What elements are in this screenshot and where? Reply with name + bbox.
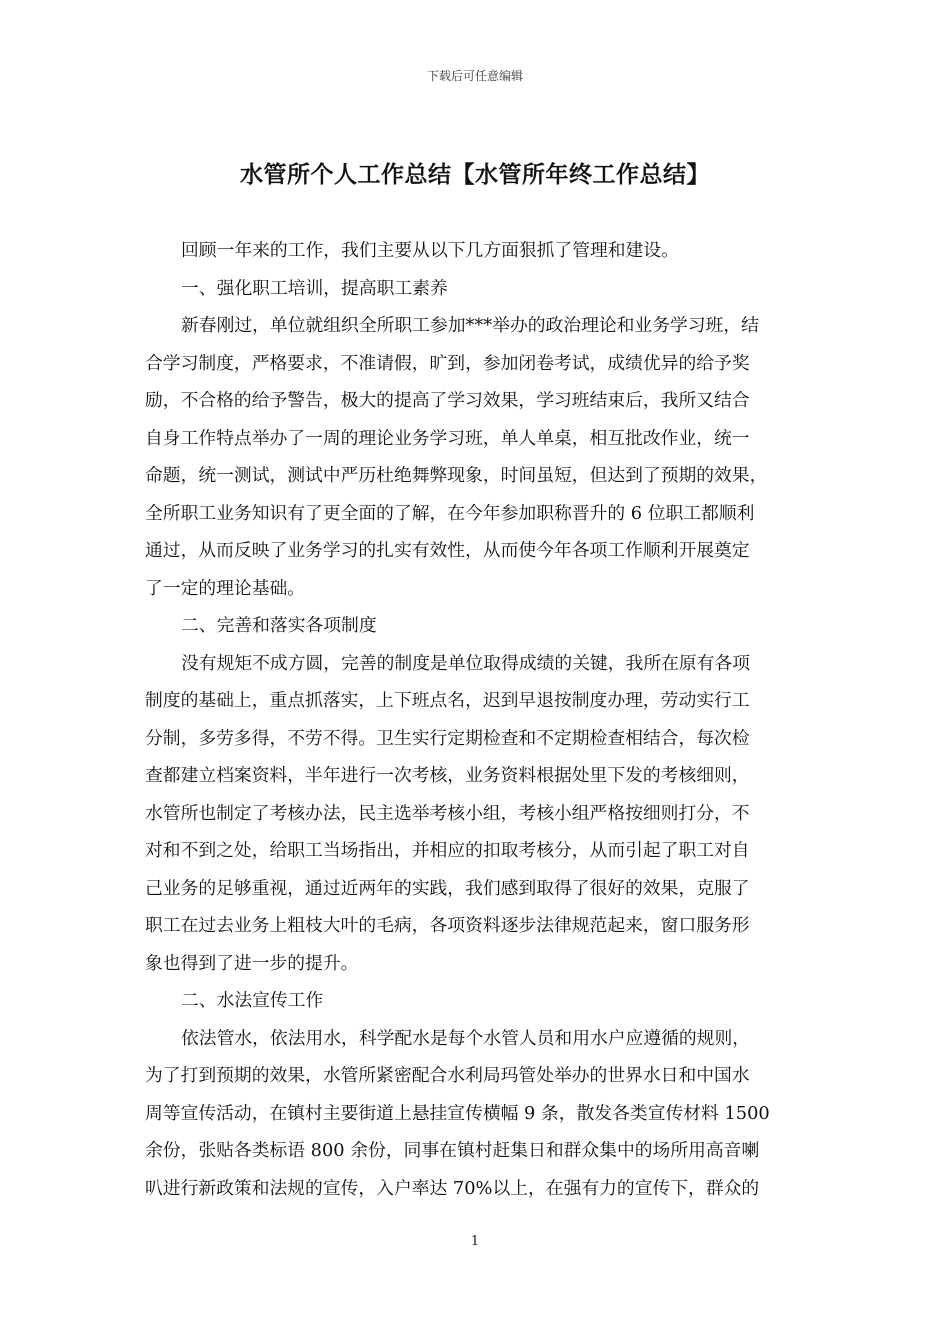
text-line: 分制，多劳多得，不劳不得。卫生实行定期检查和不定期检查相结合，每次检 (145, 727, 750, 749)
text-line: 没有规矩不成方圆，完善的制度是单位取得成绩的关键，我所在原有各项 (181, 652, 751, 674)
text-line: 励，不合格的给予警告，极大的提高了学习效果，学习班结束后，我所又结合 (145, 390, 750, 411)
page-number: 1 (470, 1234, 480, 1249)
text-line: 了一定的理论基础。 (145, 577, 306, 599)
text-line: 一、强化职工培训，提高职工素养 (181, 277, 448, 299)
text-line: 余份，张贴各类标语 800 余份，同事在镇村赶集日和群众集中的场所用高音喇 (145, 1140, 760, 1161)
text-line: 象也得到了进一步的提升。 (145, 952, 359, 974)
text-line: 职工在过去业务上粗枝大叶的毛病，各项资料逐步法律规范起来，窗口服务形 (145, 915, 750, 936)
text-line: 依法管水，依法用水，科学配水是每个水管人员和用水户应遵循的规则， (181, 1027, 751, 1049)
text-line: 通过，从而反映了业务学习的扎实有效性，从而使今年各项工作顺利开展奠定 (145, 540, 750, 561)
text-line: 回顾一年来的工作，我们主要从以下几方面狠抓了管理和建设。 (181, 240, 679, 261)
text-line: 为了打到预期的效果，水管所紧密配合水利局玛管处举办的世界水日和中国水 (145, 1065, 750, 1086)
text-line: 周等宣传活动，在镇村主要街道上悬挂宣传横幅 9 条，散发各类宣传材料 1500 (145, 1102, 770, 1124)
text-line: 叭进行新政策和法规的宣传，入户率达 70%以上，在强有力的宣传下，群众的 (145, 1177, 760, 1199)
text-line: 制度的基础上，重点抓落实，上下班点名，迟到早退按制度办理，劳动实行工 (145, 690, 750, 711)
text-line: 二、完善和落实各项制度 (181, 615, 377, 636)
text-line: 命题，统一测试，测试中严历杜绝舞弊现象，时间虽短，但达到了预期的效果， (145, 465, 768, 486)
text-line: 全所职工业务知识有了更全面的了解，在今年参加职称晋升的 6 位职工都顺利 (145, 502, 755, 524)
text-line: 二、水法宣传工作 (181, 990, 324, 1011)
text-line: 自身工作特点举办了一周的理论业务学习班，单人单桌，相互批改作业，统一 (145, 427, 750, 449)
text-line: 己业务的足够重视，通过近两年的实践，我们感到取得了很好的效果，克服了 (145, 877, 750, 899)
text-line: 查都建立档案资料，半年进行一次考核，业务资料根据处里下发的考核细则， (145, 765, 750, 786)
text-line: 对和不到之处，给职工当场指出，并相应的扣取考核分，从而引起了职工对自 (145, 840, 750, 861)
page-header-note: 下载后可任意编辑 (426, 69, 523, 83)
text-line: 合学习制度，严格要求，不准请假，旷到，参加闭卷考试，成绩优异的给予奖 (145, 352, 750, 374)
text-line: 新春刚过，单位就组织全所职工参加***举办的政治理论和业务学习班，结 (181, 315, 759, 336)
document-title: 水管所个人工作总结【水管所年终工作总结】 (240, 161, 710, 188)
text-line: 水管所也制定了考核办法，民主选举考核小组，考核小组严格按细则打分，不 (145, 802, 750, 824)
document-body (145, 232, 807, 1207)
